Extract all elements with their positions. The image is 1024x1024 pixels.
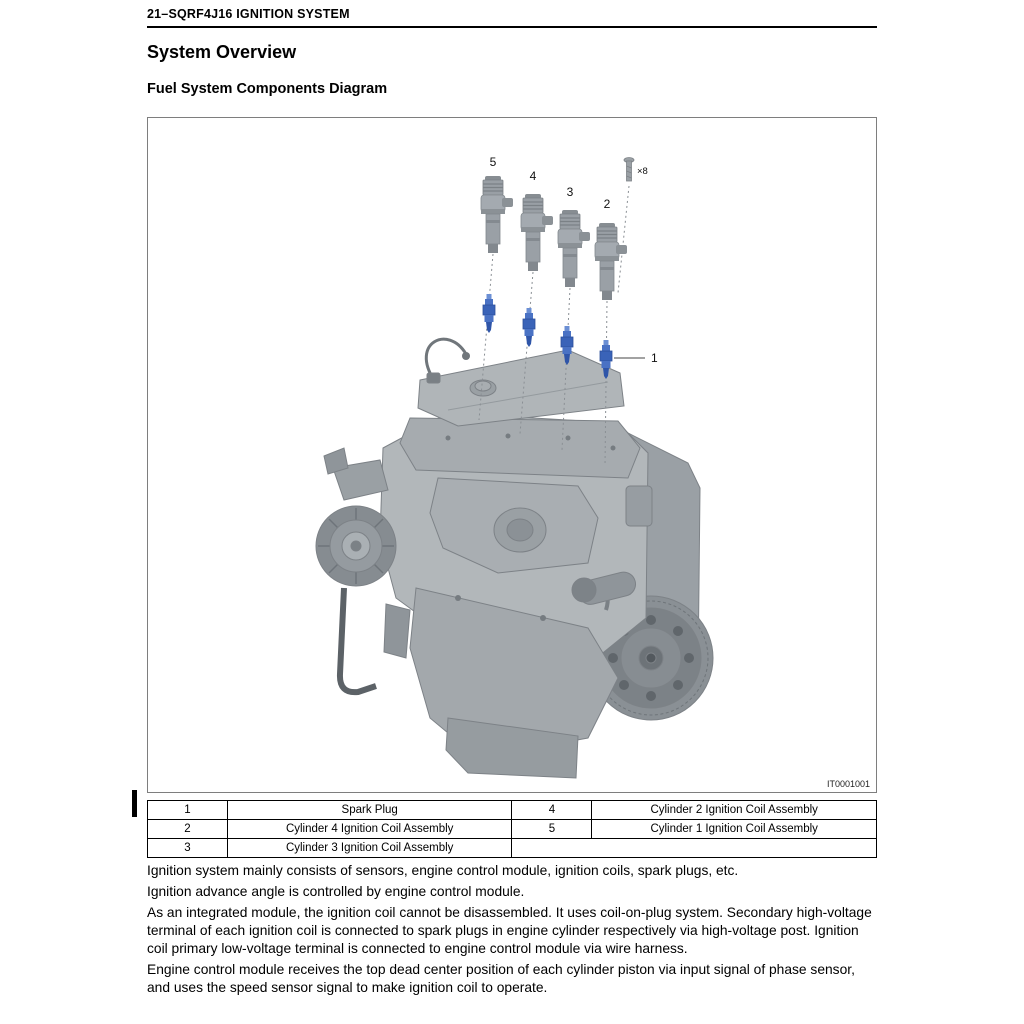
empty-cell (512, 839, 877, 858)
paragraph: Ignition advance angle is controlled by engine control module. (147, 884, 525, 900)
bolt-callout-label: ×8 (637, 166, 648, 177)
item-label: Cylinder 3 Ignition Coil Assembly (227, 839, 512, 858)
item-label: Cylinder 4 Ignition Coil Assembly (227, 820, 512, 839)
item-label: Cylinder 2 Ignition Coil Assembly (592, 801, 877, 820)
manual-page (147, 0, 877, 1024)
paragraph: Engine control module receives the top dead center position of each cylinder piston via input signal of phase sensor, and uses the speed sensor signal to make ignition coil to operate. (147, 962, 855, 996)
ignition-coil (521, 194, 553, 271)
coil-callout-4: 4 (529, 169, 537, 183)
item-number: 2 (148, 820, 228, 839)
item-label: Spark Plug (227, 801, 512, 820)
figure-id: IT0001001 (826, 779, 870, 789)
body-text (147, 862, 879, 1000)
item-label: Cylinder 1 Ignition Coil Assembly (592, 820, 877, 839)
spark-plug (523, 308, 535, 347)
subsection-title: Fuel System Components Diagram (147, 81, 388, 97)
paragraph: As an integrated module, the ignition coil cannot be disassembled. It uses coil-on-plug system. Secondary high-voltage terminal of each ignition coil is connected to spark plugs in engine cylinder respectively via high-voltage post. Ignition coil primary low-voltage terminal is connected to engine control module via wire harness. (147, 905, 872, 957)
coil-callout-5: 5 (489, 155, 497, 169)
item-number: 1 (148, 801, 228, 820)
section-title: System Overview (147, 42, 297, 62)
ignition-coil (558, 210, 590, 287)
engine-illustration (316, 339, 713, 778)
item-number: 4 (512, 801, 592, 820)
table-row (148, 801, 877, 820)
revision-change-bar (132, 790, 137, 817)
table-row (148, 839, 877, 858)
ignition-coil (481, 176, 513, 253)
coil-callout-2: 2 (603, 197, 611, 211)
bolt-icon (624, 158, 634, 182)
header-title: 21–SQRF4J16 IGNITION SYSTEM (147, 7, 350, 21)
page-header (147, 7, 877, 28)
spark-plug-callout-1: 1 (651, 351, 658, 365)
item-number: 5 (512, 820, 592, 839)
engine-diagram (148, 118, 876, 792)
coil-callout-3: 3 (566, 185, 574, 199)
item-number: 3 (148, 839, 228, 858)
table-row (148, 820, 877, 839)
components-table (147, 800, 877, 858)
figure-box (147, 117, 877, 793)
ignition-coil (595, 223, 627, 300)
paragraph: Ignition system mainly consists of sensors, engine control module, ignition coils, spark plugs, etc. (147, 863, 739, 878)
spark-plug (483, 294, 495, 333)
